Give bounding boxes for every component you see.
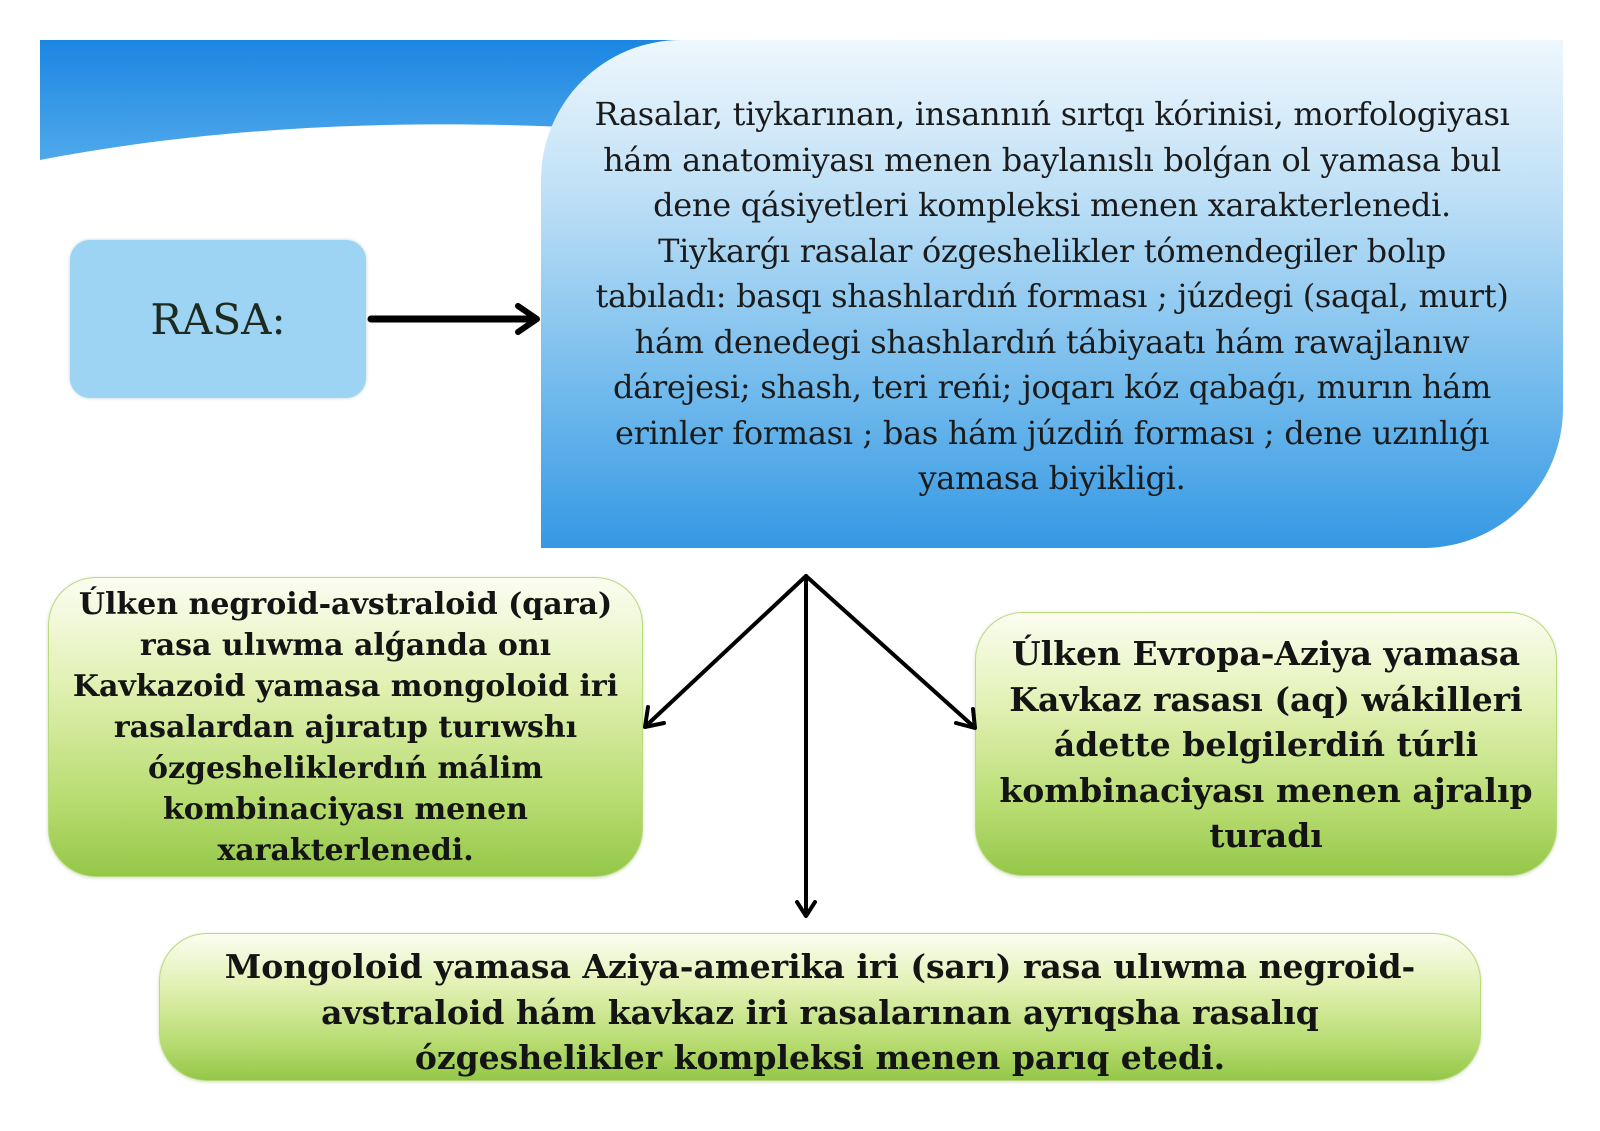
negroid-australoid-text: Úlken negroid-avstraloid (qara) rasa ulıwma alǵanda onı Kavkazoid yamasa mongoloid iri rasalardan ajıratıp turıwshı ózgesheliklerdıń málim kombinaciyası menen xarakterlenedi.	[72, 587, 619, 868]
rasa-label-box	[70, 240, 366, 398]
rasa-label: RASA:	[150, 294, 286, 344]
mongoloid-text: Mongoloid yamasa Aziya-amerika iri (sarı) rasa ulıwma negroid-avstraloid hám kavkaz iri rasalarınan ayrıqsha rasalıq ózgeshelikler kompleksi menen parıq etedi.	[224, 947, 1416, 1077]
negroid-australoid-box	[48, 577, 643, 877]
mongoloid-box	[159, 933, 1481, 1081]
europe-asia-text: Úlken Evropa-Aziya yamasa Kavkaz rasası (aq) wákilleri ádette belgilerdiń túrli kombinaciyası menen ajralıp turadı	[999, 634, 1533, 855]
definition-text: Rasalar, tiykarınan, insannıń sırtqı kórinisi, morfologiyası hám anatomiyası menen baylanıslı bolǵan ol yamasa bul dene qásiyetleri kompleksi menen xarakterlenedi. Tiykarǵı rasalar ózgeshelikler tómendegiler bolıp tabıladı: basqı shashlardıń forması ; júzdegi (saqal, murt) hám denedegi shashlardıń tábiyaatı hám rawajlanıw dárejesi; shash, teri reńi; joqarı kóz qabaǵı, murın hám erinler forması ; bas hám júzdiń forması ; dene uzınlıǵı yamasa biyikligi.	[594, 95, 1510, 497]
definition-box	[541, 40, 1563, 548]
europe-asia-box	[975, 612, 1557, 876]
